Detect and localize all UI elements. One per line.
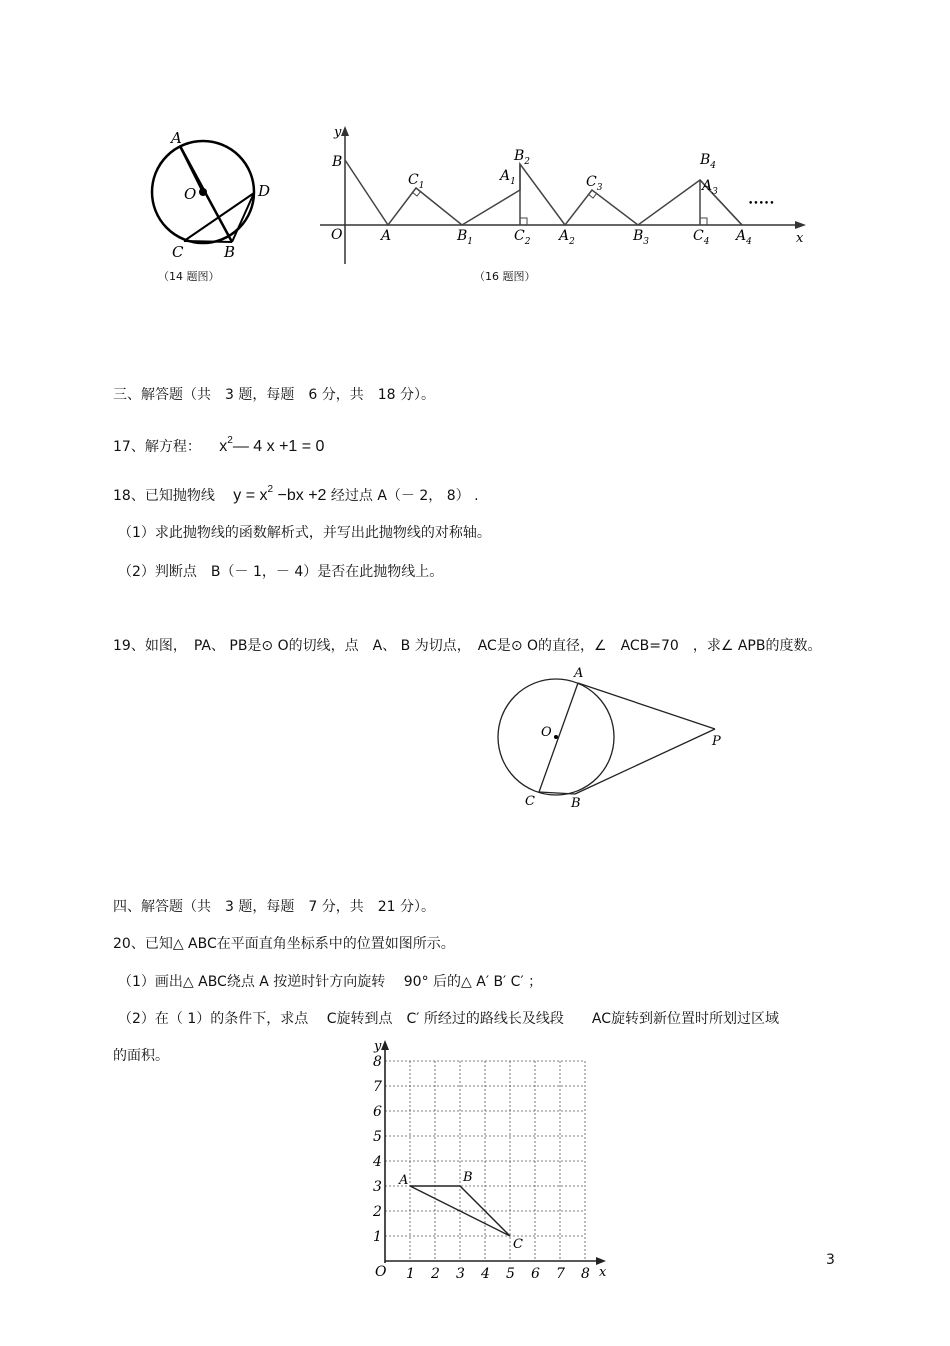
x-tick-label: 2 — [431, 1266, 440, 1282]
x-tick-label: 3 — [456, 1266, 465, 1282]
svg-text:C2: $C_2$ — [514, 228, 531, 247]
x-tick-label: 5 — [506, 1266, 515, 1282]
y-tick-label: 3 — [373, 1179, 382, 1195]
label-D: D — [258, 182, 271, 200]
label-C2 — [514, 228, 531, 247]
q18-part2: （2）判断点 B（－ 1，－ 4）是否在此抛物线上。 — [118, 564, 444, 580]
question-17 — [113, 432, 324, 456]
label-A: A — [574, 666, 584, 681]
axis-x-label: x — [796, 231, 804, 246]
q20-part2-continued: 的面积。 — [113, 1048, 169, 1064]
caption-14: （14 题图） — [158, 270, 220, 283]
label-O: O — [331, 227, 343, 243]
figure-19 — [490, 662, 730, 812]
svg-text:C1: $C_1$ — [408, 172, 425, 191]
svg-text:B1: $B_1$ — [457, 228, 474, 247]
label-A1 — [498, 168, 516, 187]
q20-part2: （2）在（ 1）的条件下，求点 C旋转到点 C′ 所经过的路线长及线段 AC旋转到新位置时所划过区域 — [118, 1011, 779, 1027]
ellipsis-dots: ••••• — [748, 199, 775, 209]
label-B: B — [332, 154, 343, 170]
svg-text:B2: $B_2$ — [514, 148, 531, 167]
label-A: A — [171, 129, 182, 147]
y-tick-label: 8 — [373, 1054, 382, 1070]
q18-tail: 经过点 A（－ 2， 8） . — [330, 488, 479, 504]
q18-part1: （1）求此抛物线的函数解析式，并写出此抛物线的对称轴。 — [118, 525, 491, 541]
q17-equation: $x^2—$ 4 x +1 = 0 — [219, 435, 325, 455]
label-B3 — [632, 228, 649, 247]
svg-text:B3: $B_3$ — [633, 228, 650, 247]
label-B: B — [571, 796, 581, 811]
label-B: B — [224, 243, 236, 261]
x-tick-label: 6 — [531, 1266, 540, 1282]
point-label-a: A — [399, 1173, 409, 1188]
label-A2 — [557, 228, 575, 247]
label-C4 — [693, 228, 710, 247]
figure-20-grid — [360, 1036, 620, 1284]
label-C: C — [525, 794, 535, 809]
y-tick-label: 7 — [373, 1079, 382, 1095]
figure-16 — [320, 122, 820, 267]
section-3-heading: 三、解答题（共 3 题，每题 6 分，共 18 分）。 — [113, 387, 435, 403]
x-axis-label: x — [599, 1265, 607, 1280]
label-O: O — [541, 725, 552, 740]
question-18 — [113, 481, 479, 505]
label-A: A — [381, 228, 392, 244]
label-P: P — [712, 734, 721, 749]
label-B1 — [456, 228, 473, 247]
section-4-heading: 四、解答题（共 3 题，每题 7 分，共 21 分）。 — [113, 899, 435, 915]
caption-16: （16 题图） — [474, 270, 536, 283]
question-19: 19、如图， PA、 PB是⊙ O的切线，点 A、 B 为切点， AC是⊙ O的直径，∠ ACB=70 ，求∠ APB的度数。 — [113, 638, 822, 654]
y-axis-label: y — [374, 1039, 382, 1054]
x-tick-label: 4 — [481, 1266, 490, 1282]
question-20: 20、已知△ ABC在平面直角坐标系中的位置如图所示。 — [113, 936, 455, 952]
x-tick-label: 8 — [581, 1266, 590, 1282]
label-O: O — [184, 185, 197, 203]
x-tick-label: 1 — [406, 1266, 415, 1282]
label-B4 — [699, 152, 716, 171]
point-label-b: B — [463, 1170, 473, 1185]
figure-14 — [140, 125, 290, 265]
svg-text:A1: $A_1$ — [500, 168, 516, 187]
label-B2 — [513, 148, 530, 167]
y-tick-label: 1 — [373, 1229, 382, 1245]
point-label-c: C — [513, 1237, 523, 1252]
x-tick-label: 7 — [556, 1266, 565, 1282]
q20-part1: （1）画出△ ABC绕点 A 按逆时针方向旋转 90° 后的△ A′ B′ C′ ； — [118, 974, 543, 990]
label-C3 — [586, 174, 603, 193]
page-number: 3 — [826, 1252, 835, 1268]
y-tick-label: 2 — [373, 1204, 382, 1220]
q17-label: 17、解方程： — [113, 439, 201, 455]
svg-text:A2: $A_2$ — [559, 228, 575, 247]
label-A4 — [734, 228, 752, 247]
y-tick-label: 6 — [373, 1104, 382, 1120]
origin-label: O — [375, 1264, 387, 1280]
label-A3 — [700, 178, 718, 197]
svg-text:C3: $C_3$ — [586, 174, 603, 193]
svg-text:C4: $C_4$ — [693, 228, 710, 247]
q18-label: 18、已知抛物线 — [113, 488, 215, 504]
svg-text:A4: $A_4$ — [736, 228, 752, 247]
y-tick-label: 5 — [373, 1129, 382, 1145]
svg-text:B4: $B_4$ — [700, 152, 717, 171]
label-C: C — [172, 243, 184, 261]
axis-y-label: y — [334, 125, 342, 140]
svg-text:A3: $A_3$ — [702, 178, 718, 197]
y-tick-label: 4 — [373, 1154, 382, 1170]
q18-equation: $y = x^2 -bx +2$ — [233, 484, 327, 504]
